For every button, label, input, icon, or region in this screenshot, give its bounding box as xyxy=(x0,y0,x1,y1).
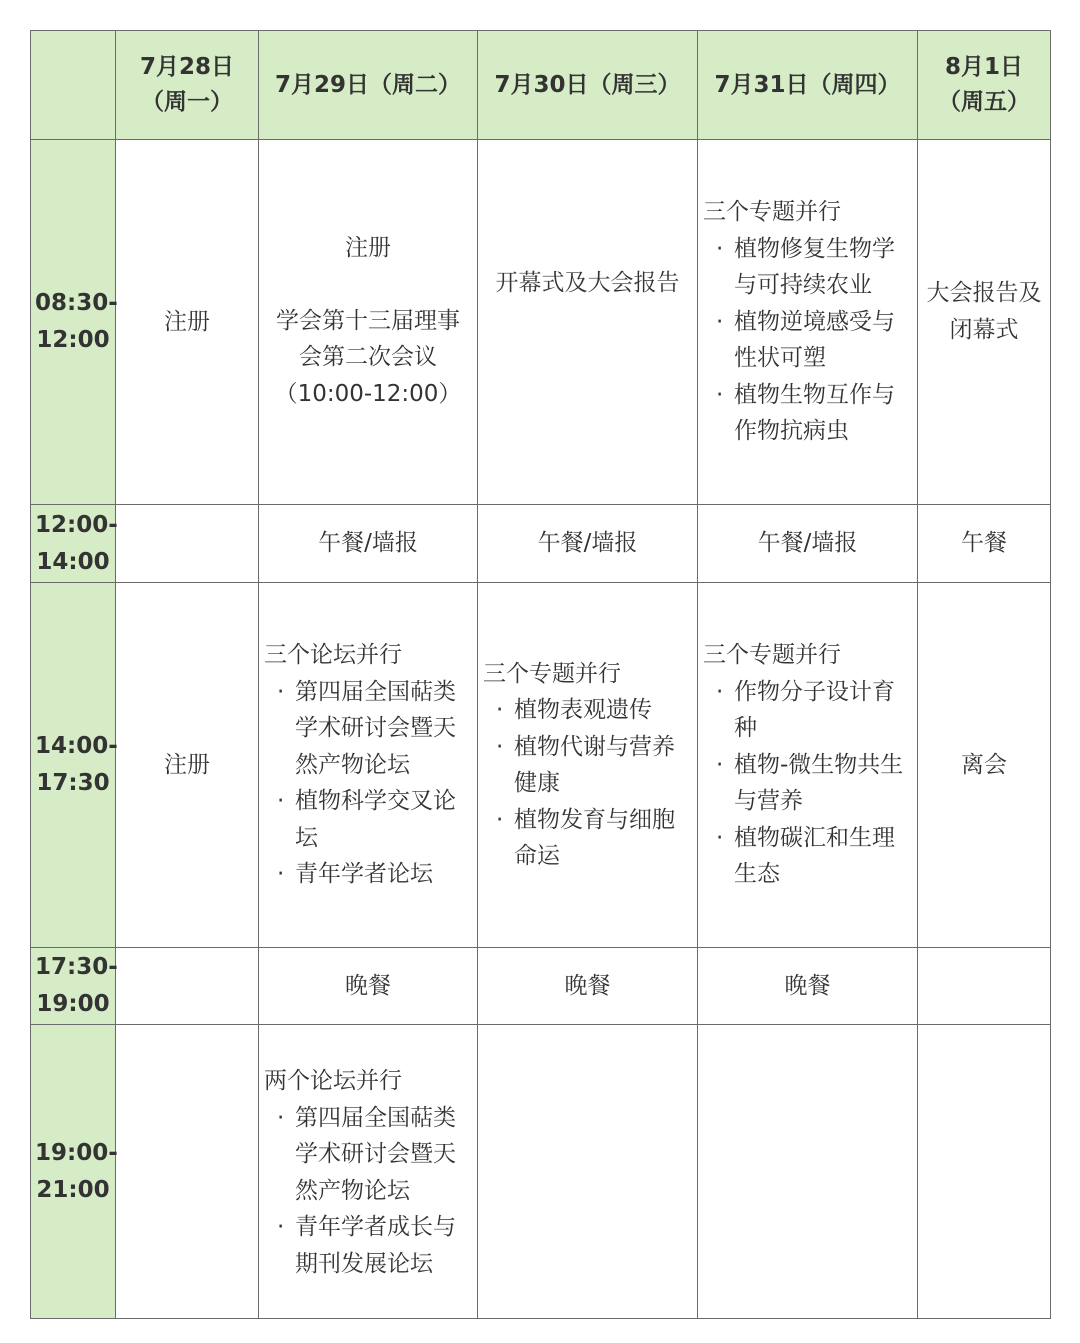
schedule-cell: 三个论坛并行 · 第四届全国萜类 学术研讨会暨天 然产物论坛 · 植物科学交叉论 坛 · 青年学者论坛 xyxy=(259,583,478,948)
schedule-cell: 午餐/墙报 xyxy=(698,505,918,583)
table-row xyxy=(31,1025,1051,1319)
list-item: · 第四届全国萜类 学术研讨会暨天 然产物论坛 xyxy=(264,674,473,784)
time-cell: 14:00- 17:30 xyxy=(31,583,116,948)
schedule-table xyxy=(30,30,1051,1319)
day-header-0728: 7月28日 （周一） xyxy=(116,31,259,140)
list-item: · 植物表观遗传 xyxy=(483,692,693,729)
day-header-0730: 7月30日（周三） xyxy=(478,31,698,140)
list-item: · 第四届全国萜类 学术研讨会暨天 然产物论坛 xyxy=(264,1100,473,1210)
schedule-cell: 三个专题并行 · 植物表观遗传 · 植物代谢与营养 健康 · 植物发育与细胞 命运 xyxy=(478,583,698,948)
table-row xyxy=(31,140,1051,505)
schedule-cell xyxy=(478,1025,698,1319)
schedule-cell: 两个论坛并行 · 第四届全国萜类 学术研讨会暨天 然产物论坛 · 青年学者成长与 期刊发展论坛 xyxy=(259,1025,478,1319)
list-item: · 青年学者论坛 xyxy=(264,856,473,893)
list-item: · 青年学者成长与 期刊发展论坛 xyxy=(264,1209,473,1282)
schedule-cell: 注册 xyxy=(116,140,259,505)
list-item: · 植物代谢与营养 健康 xyxy=(483,729,693,802)
table-row xyxy=(31,583,1051,948)
schedule-cell: 午餐/墙报 xyxy=(259,505,478,583)
list-item: · 植物科学交叉论 坛 xyxy=(264,783,473,856)
schedule-cell: 晚餐 xyxy=(698,948,918,1025)
day-header-0731: 7月31日（周四） xyxy=(698,31,918,140)
schedule-cell: 午餐 xyxy=(918,505,1051,583)
schedule-cell xyxy=(918,948,1051,1025)
schedule-cell xyxy=(116,1025,259,1319)
list-item: · 植物-微生物共生 与营养 xyxy=(703,747,913,820)
time-cell: 08:30- 12:00 xyxy=(31,140,116,505)
schedule-cell: 晚餐 xyxy=(478,948,698,1025)
time-cell: 12:00- 14:00 xyxy=(31,505,116,583)
time-cell: 19:00- 21:00 xyxy=(31,1025,116,1319)
day-header-0729: 7月29日（周二） xyxy=(259,31,478,140)
table-row xyxy=(31,948,1051,1025)
corner-cell xyxy=(31,31,116,140)
schedule-cell: 大会报告及 闭幕式 xyxy=(918,140,1051,505)
schedule-cell: 注册 学会第十三届理事 会第二次会议 （10:00-12:00） xyxy=(259,140,478,505)
schedule-cell xyxy=(698,1025,918,1319)
schedule-cell xyxy=(116,505,259,583)
table-row xyxy=(31,505,1051,583)
time-cell: 17:30- 19:00 xyxy=(31,948,116,1025)
schedule-cell: 离会 xyxy=(918,583,1051,948)
schedule-cell: 晚餐 xyxy=(259,948,478,1025)
schedule-cell xyxy=(918,1025,1051,1319)
list-item: · 植物发育与细胞 命运 xyxy=(483,802,693,875)
list-item: · 植物修复生物学 与可持续农业 xyxy=(703,231,913,304)
schedule-cell: 午餐/墙报 xyxy=(478,505,698,583)
list-item: · 植物生物互作与 作物抗病虫 xyxy=(703,377,913,450)
list-item: · 作物分子设计育 种 xyxy=(703,674,913,747)
day-header-0801: 8月1日 （周五） xyxy=(918,31,1051,140)
schedule-cell: 三个专题并行 · 植物修复生物学 与可持续农业 · 植物逆境感受与 性状可塑 · 植物生物互作与 作物抗病虫 xyxy=(698,140,918,505)
schedule-cell: 注册 xyxy=(116,583,259,948)
schedule-cell: 三个专题并行 · 作物分子设计育 种 · 植物-微生物共生 与营养 · 植物碳汇和生理 生态 xyxy=(698,583,918,948)
list-item: · 植物逆境感受与 性状可塑 xyxy=(703,304,913,377)
header-row xyxy=(31,31,1051,140)
schedule-cell: 开幕式及大会报告 xyxy=(478,140,698,505)
list-item: · 植物碳汇和生理 生态 xyxy=(703,820,913,893)
schedule-cell xyxy=(116,948,259,1025)
